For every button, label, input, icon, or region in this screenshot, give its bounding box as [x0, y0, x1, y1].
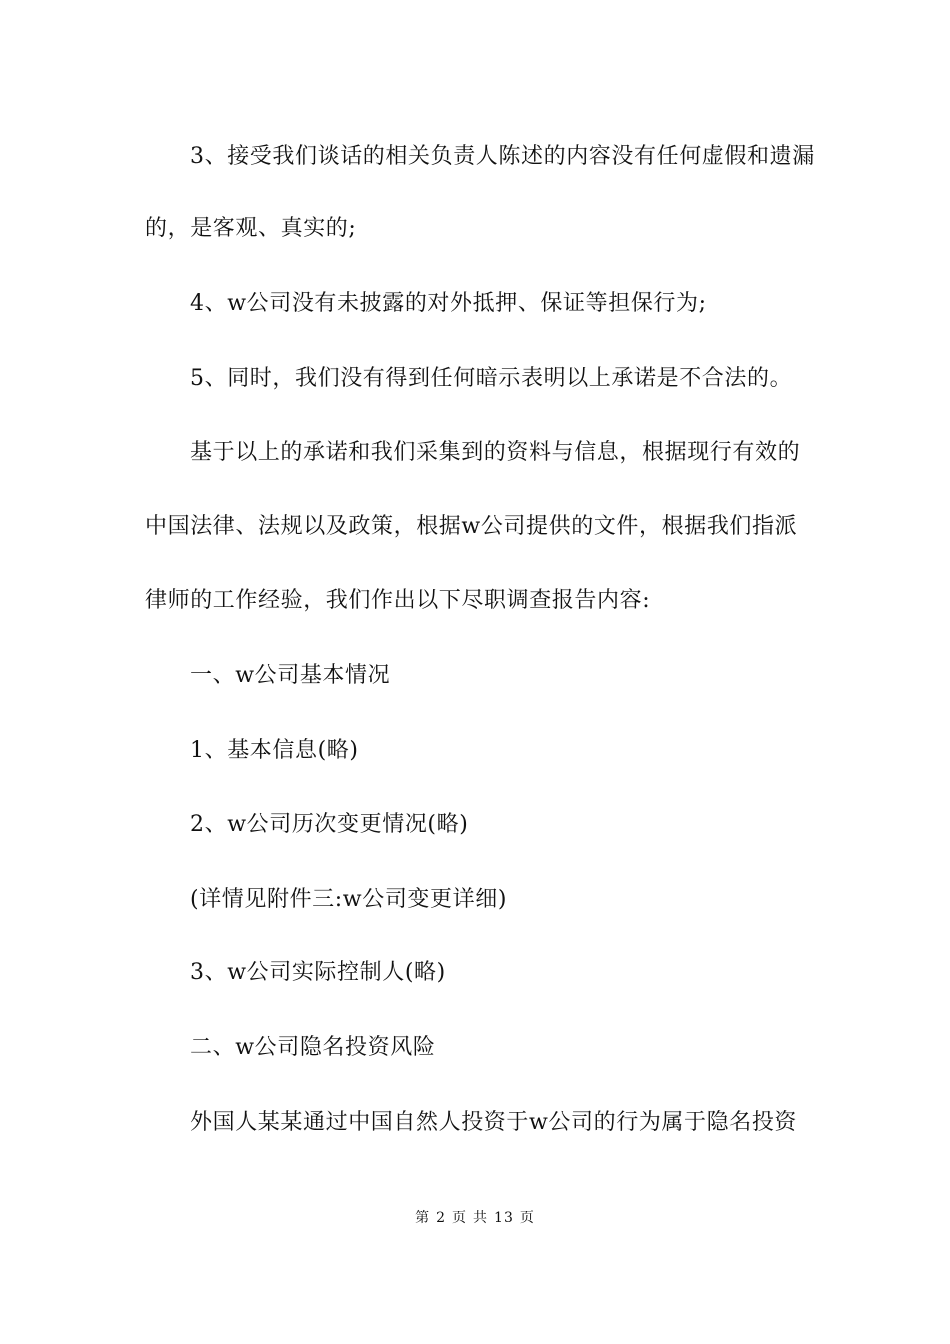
body-line-3: 4、w公司没有未披露的对外抵押、保证等担保行为;	[190, 291, 707, 316]
section-heading-2: 二、w公司隐名投资风险	[190, 1035, 436, 1060]
body-line-12: 3、w公司实际控制人(略)	[190, 960, 446, 985]
body-line-1: 3、接受我们谈话的相关负责人陈述的内容没有任何虚假和遗漏	[190, 144, 815, 169]
page-footer	[0, 1208, 950, 1228]
body-line-10: 2、w公司历次变更情况(略)	[190, 812, 469, 837]
footer-prefix: 第	[415, 1210, 431, 1226]
section-heading-1: 一、w公司基本情况	[190, 663, 391, 688]
body-line-9: 1、基本信息(略)	[190, 738, 359, 763]
footer-suffix: 页	[519, 1210, 535, 1226]
footer-total-pages: 13	[494, 1210, 514, 1226]
body-line-7: 律师的工作经验，我们作出以下尽职调查报告内容:	[145, 588, 651, 613]
footer-page-word: 页	[452, 1210, 468, 1226]
body-line-14: 外国人某某通过中国自然人投资于w公司的行为属于隐名投资	[190, 1110, 798, 1135]
body-line-2: 的，是客观、真实的;	[145, 216, 357, 241]
body-line-11: (详情见附件三:w公司变更详细)	[190, 887, 508, 912]
footer-total-word: 共	[473, 1210, 489, 1226]
body-line-6: 中国法律、法规以及政策，根据w公司提供的文件，根据我们指派	[145, 514, 798, 539]
footer-current-page: 2	[436, 1210, 447, 1226]
body-line-5: 基于以上的承诺和我们采集到的资料与信息，根据现行有效的	[190, 440, 801, 465]
body-line-4: 5、同时，我们没有得到任何暗示表明以上承诺是不合法的。	[190, 366, 793, 391]
